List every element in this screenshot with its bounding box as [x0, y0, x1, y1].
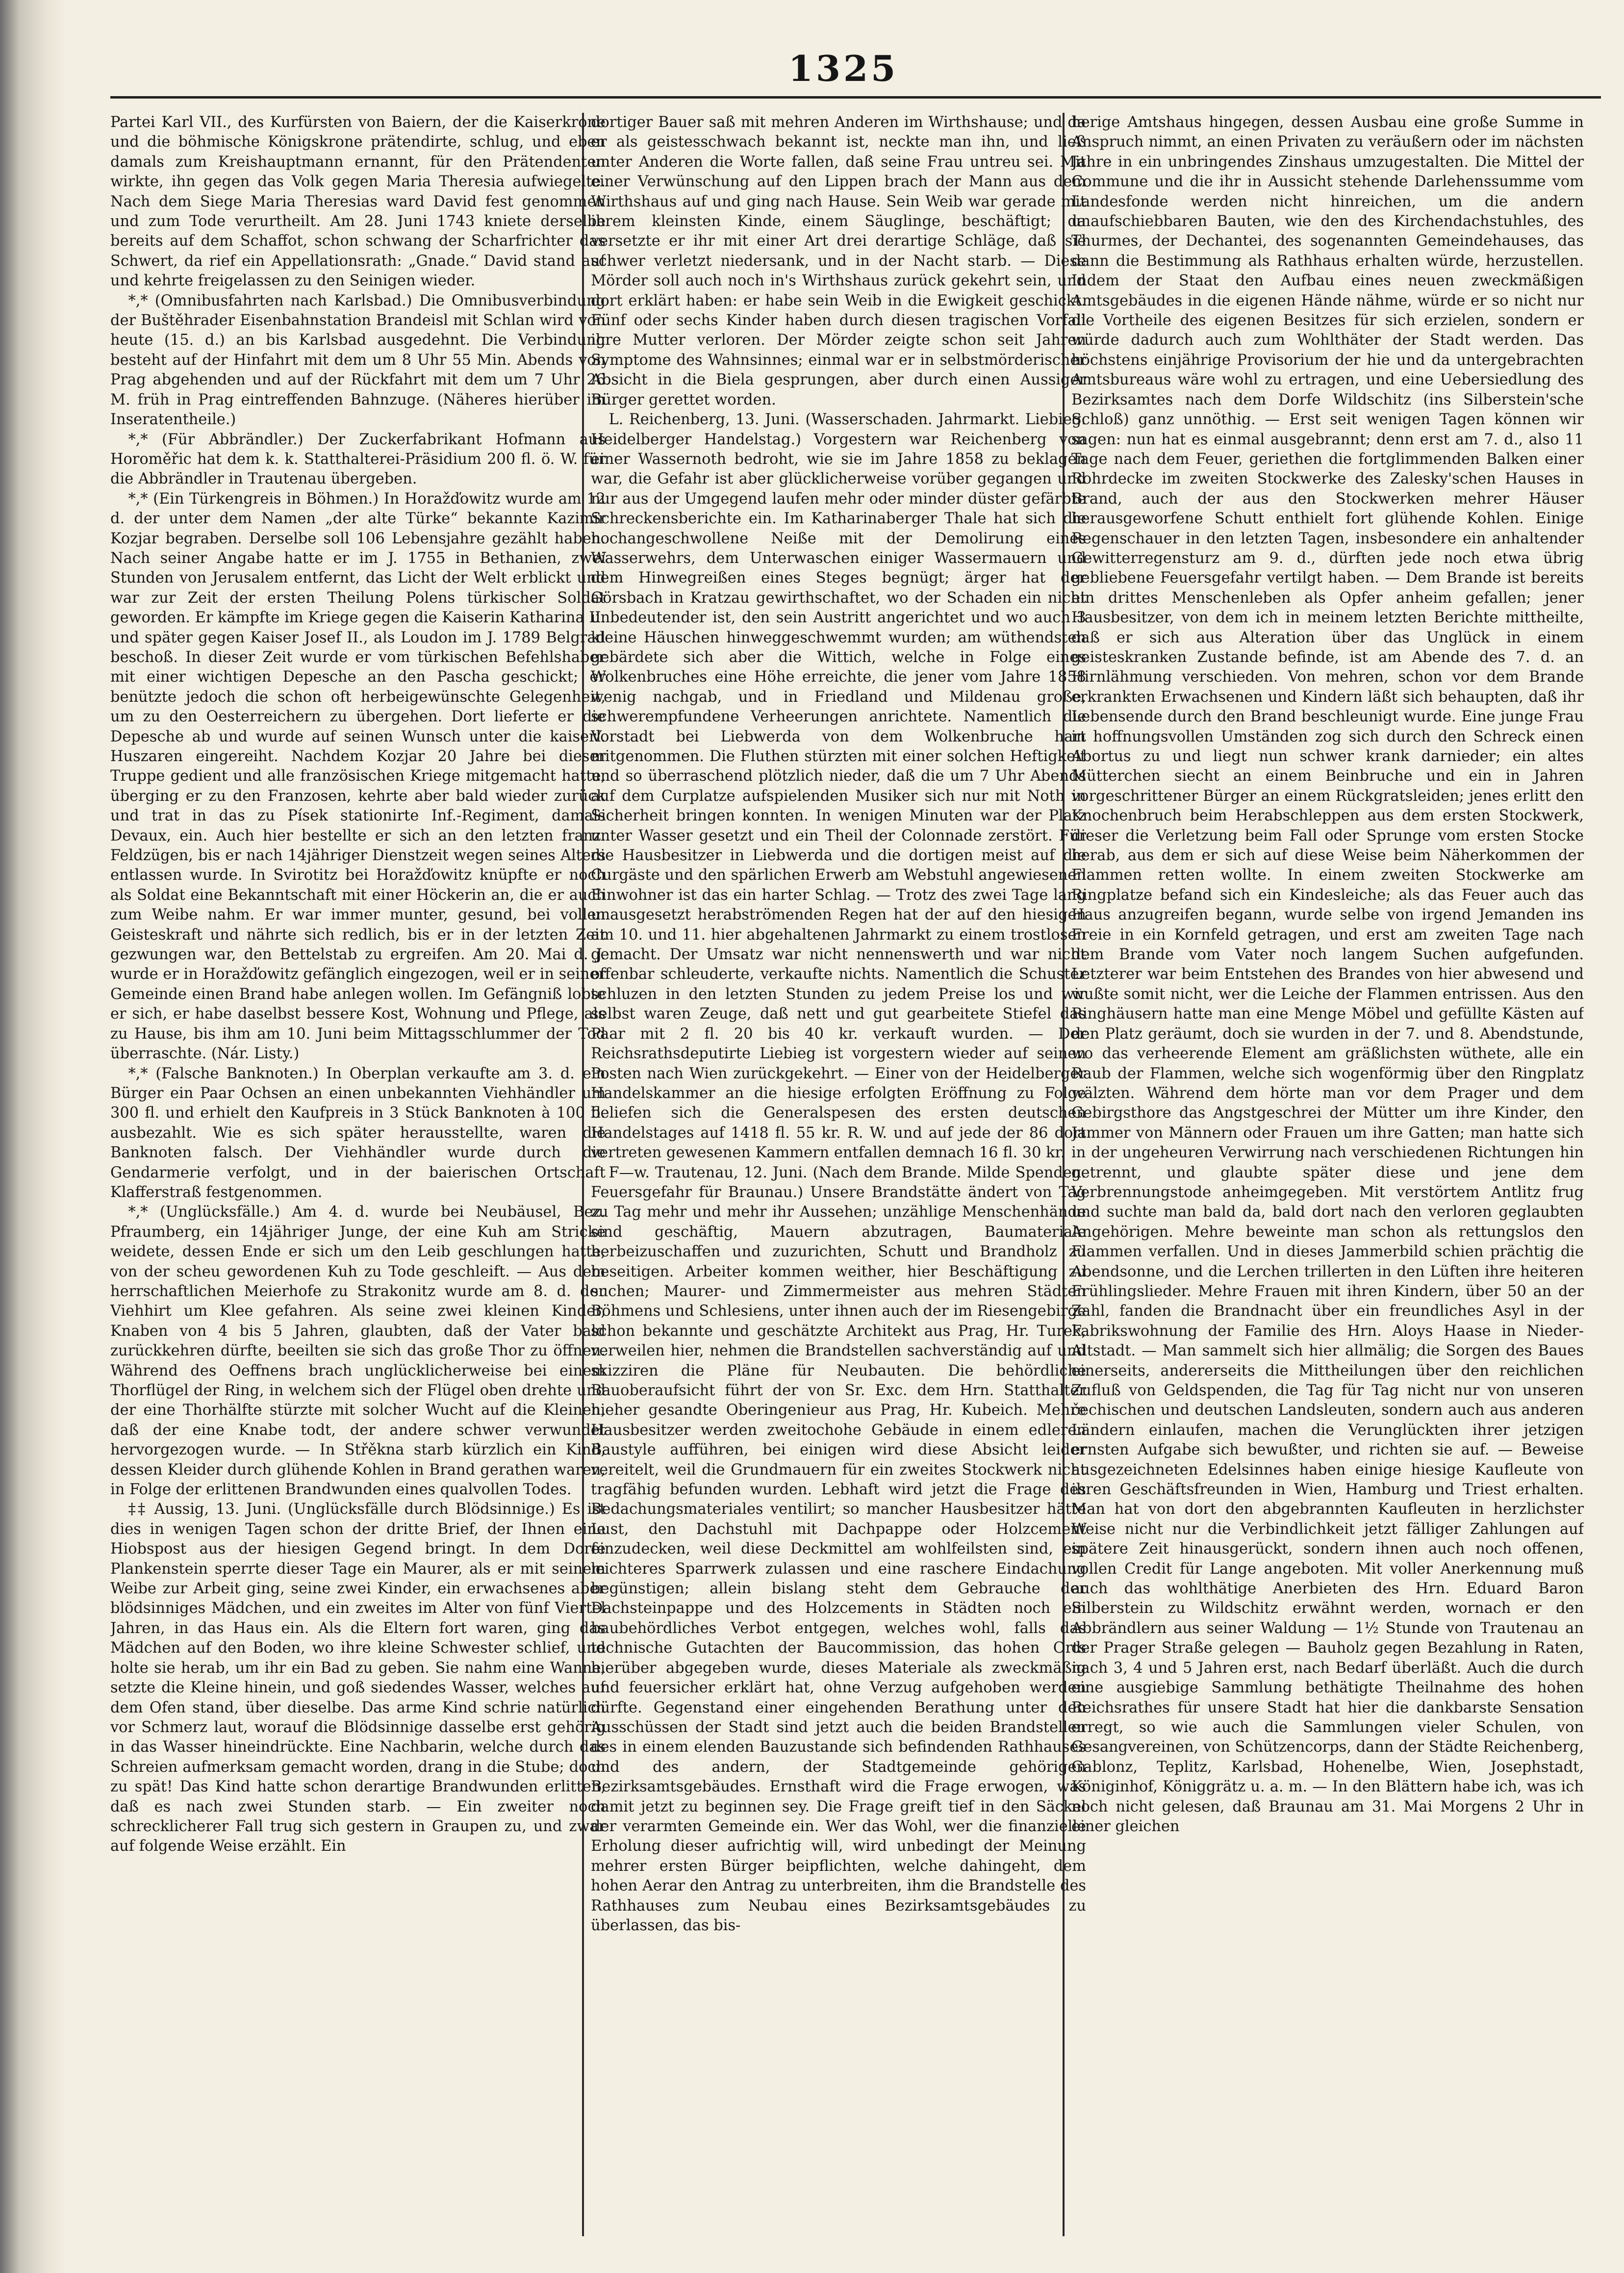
- header-rule: [110, 96, 1601, 99]
- article-reichenberg: L. Reichenberg, 13. Juni. (Wasserschaden. Jahrmarkt. Liebieg. Heidelberger Handelstag.) Vorgestern war Reichenberg von einer Wassernoth bedroht, wie sie im Jahre 1858 zu beklagen war, die Gefahr ist aber glücklicherweise vorüber gegangen und nur aus der Umgegend laufen mehr oder minder düster gefärbte Schreckensberichte ein. Im Katharinaberger Thale hat sich die hochangeschwollene Neiße mit der Demolirung eines Wasserwehrs, dem Unterwaschen einiger Wassermauern und dem Hinwegreißen eines Steges begnügt; ärger hat der Görsbach in Kratzau gewirthschaftet, wo der Schaden ein nicht unbedeutender ist, den sein Austritt angerichtet und wo auch 3 kleine Häuschen hinweggeschwemmt wurden; am wüthendsten gebärdete sich aber die Wittich, welche in Folge eines Wolkenbruches eine Höhe erreichte, die jener vom Jahre 1858 wenig nachgab, und in Friedland und Mildenau große, schwerempfundene Verheerungen anrichtete. Namentlich die Vorstadt bei Liebwerda von dem Wolkenbruche hart mitgenommen. Die Fluthen stürzten mit einer solchen Heftigkeit und so überraschend plötzlich nieder, daß die um 7 Uhr Abends auf dem Curplatze aufspielenden Musiker sich nur mit Noth in Sicherheit bringen konnten. In wenigen Minuten war der Platz unter Wasser gesetzt und ein Theil der Colonnade zerstört. Für die Hausbesitzer in Liebwerda und die dortigen meist auf die Curgäste und den spärlichen Erwerb am Webstuhl angewiesenen Einwohner ist das ein harter Schlag. — Trotz des zwei Tage lang unausgesetzt herabströmenden Regen hat der auf den hiesigen am 10. und 11. hier abgehaltenen Jahrmarkt zu einem trostlosen gemacht. Der Umsatz war nicht nennenswerth und war nicht offenbar schleuderte, verkaufte nichts. Namentlich die Schuster schluzen in den letzten Stunden zu jedem Preise los und wir selbst waren Zeuge, daß nett und gut gearbeitete Stiefel das Paar mit 2 fl. 20 bis 40 kr. verkauft wurden. — Der Reichsrathsdeputirte Liebieg ist vorgestern wieder auf seinen Posten nach Wien zurückgekehrt. — Einer von der Heidelberger Handelskammer an die hiesige erfolgten Eröffnung zu Folge beliefen sich die Generalspesen des ersten deutschen Handelstages auf 1418 fl. 55 kr. R. W. und auf jede der 86 dort vertreten gewesenen Kammern entfallen demnach 16 fl. 30 kr.: [591, 411, 1086, 1162]
- article-aussig: ‡‡ Aussig, 13. Juni. (Unglücksfälle durch Blödsinnige.) Es ist dies in wenigen Tagen schon der dritte Brief, der Ihnen eine Hiobspost aus der hiesigen Gegend bringt. In dem Dorfe Plankenstein sperrte dieser Tage ein Maurer, als er mit seinem Weibe zur Arbeit ging, seine zwei Kinder, ein erwachsenes aber blödsinniges Mädchen, und ein zweites im Alter von fünf Viertel Jahren, in das Haus ein. Als die Eltern fort waren, ging das Mädchen auf den Boden, wo ihre kleine Schwester schlief, und holte sie herab, um ihr ein Bad zu geben. Sie nahm eine Wanne, setzte die Kleine hinein, und goß siedendes Wasser, welches auf dem Ofen stand, über dieselbe. Das arme Kind schrie natürlich vor Schmerz laut, worauf die Blödsinnige dasselbe erst gehörig in das Wasser hineindrückte. Eine Nachbarin, welche durch das Schreien aufmerksam gemacht worden, drang in die Stube; doch zu spät! Das Kind hatte schon derartige Brandwunden erlitten, daß es nach zwei Stunden starb. — Ein zweiter noch schrecklicherer Fall trug sich gestern in Graupen zu, und zwar auf folgende Weise erzählt. Ein: [110, 1501, 606, 1855]
- article-tuerkengreis: *,* (Ein Türkengreis in Böhmen.) In Horažďowitz wurde am 12 d. der unter dem Namen „der alte Türke“ bekannte Kazimir Kozjar begraben. Derselbe soll 106 Lebensjahre gezählt haben. Nach seiner Angabe hatte er im J. 1755 in Bethanien, zwei Stunden von Jerusalem entfernt, das Licht der Welt erblickt und war zur Zeit der ersten Theilung Polens türkischer Soldat geworden. Er kämpfte im Kriege gegen die Kaiserin Katharina II. und später gegen Kaiser Josef II., als Loudon im J. 1789 Belgrad beschoß. In dieser Zeit wurde er vom türkischen Befehlshaber mit einer wichtigen Depesche an den Pascha geschickt; er benützte jedoch die schon oft herbeigewünschte Gelegenheit, um zu den Oesterreichern zu übergehen. Dort lieferte er die Depesche ab und wurde auf seinen Wunsch unter die kaiserl. Huszaren eingereiht. Nachdem Kozjar 20 Jahre bei dieser Truppe gedient und alle französischen Kriege mitgemacht hatte, überging er zu den Franzosen, kehrte aber bald wieder zurück und trat in das zu Písek stationirte Inf.-Regiment, damals Devaux, ein. Auch hier bestellte er sich an den letzten franz. Feldzügen, bis er nach 14jähriger Dienstzeit wegen seines Alters entlassen wurde. In Svirotitz bei Horažďowitz knüpfte er noch als Soldat eine Bekanntschaft mit einer Höckerin an, die er auch zum Weibe nahm. Er war immer munter, gesund, bei vollen Geisteskraft und nährte sich redlich, bis er in der letzten Zeit gezwungen war, den Bettelstab zu ergreifen. Am 20. Mai d. J. wurde er in Horažďowitz gefänglich eingezogen, weil er in seiner Gemeinde einen Brand habe anlegen wollen. Im Gefängniß lobte er sich, er habe daselbst bessere Kost, Wohnung und Pflege, als zu Hause, bis ihm am 10. Juni beim Mittagsschlummer der Tod überraschte. (Nár. Listy.): [110, 490, 606, 1063]
- article-abbraendler: *,* (Für Abbrändler.) Der Zuckerfabrikant Hofmann aus Horoměřic hat dem k. k. Statthalterei-Präsidium 200 fl. ö. W. für die Abbrändler in Trautenau übergeben.: [110, 431, 606, 488]
- article-omnibus: *,* (Omnibusfahrten nach Karlsbad.) Die Omnibusverbindung der Buštěhrader Eisenbahnstation Brandeisl mit Schlan wird von heute (15. d.) an bis Karlsbad ausgedehnt. Die Verbindung besteht auf der Hinfahrt mit dem um 8 Uhr 55 Min. Abends von Prag abgehenden und auf der Rückfahrt mit dem um 7 Uhr 26 M. früh in Prag eintreffenden Bahnzuge. (Näheres hierüber im Inseratentheile.): [110, 292, 606, 429]
- article-paragraph: dortiger Bauer saß mit mehren Anderen im Wirthshause; und da er als geistesschwach bekannt ist, neckte man ihn, und ließ unter Anderen die Worte fallen, daß seine Frau untreu sei. Mit einer Verwünschung auf den Lippen brach der Mann aus dem Wirthshaus auf und ging nach Hause. Sein Weib war gerade mit ihrem kleinsten Kinde, einem Säuglinge, beschäftigt; da versetzte er ihr mit einer Art drei derartige Schläge, daß sie schwer verletzt niedersank, und in der Nacht starb. — Diese Mörder soll auch noch in's Wirthshaus zurück gekehrt sein, und dort erklärt haben: er habe sein Weib in die Ewigkeit geschickt. Fünf oder sechs Kinder haben durch diesen tragischen Vorfall ihre Mutter verloren. Der Mörder zeigte schon seit Jahren Symptome des Wahnsinnes; einmal war er in selbstmörderischer Absicht in die Biela gesprungen, aber durch einen Aussiger Bürger gerettet worden.: [591, 114, 1086, 409]
- column-1: [110, 113, 606, 2236]
- scan-left-margin: [0, 0, 64, 2273]
- article-trautenau: F—w. Trautenau, 12. Juni. (Nach dem Brande. Milde Spenden. Feuersgefahr für Braunau.) Unsere Brandstätte ändert von Tag zu Tag mehr und mehr ihr Aussehen; unzählige Menschenhände sind geschäftig, Mauern abzutragen, Baumateriale herbeizuschaffen und zuzurichten, Schutt und Brandholz zu beseitigen. Arbeiter kommen weither, hier Beschäftigung zu suchen; Maurer- und Zimmermeister aus mehren Städten Böhmens und Schlesiens, unter ihnen auch der im Riesengebirge schon bekannte und geschätzte Architekt aus Prag, Hr. Turek, verweilen hier, nehmen die Brandstellen sachverständig auf und skizziren die Pläne für Neubauten. Die behördliche Bauoberaufsicht führt der von Sr. Exc. dem Hrn. Statthalter hieher gesandte Oberingenieur aus Prag, Hr. Kubeich. Mehre Hausbesitzer werden zweitochohe Gebäude in einem edleren Baustyle aufführen, bei einigen wird diese Absicht leider vereitelt, weil die Grundmauern für ein zweites Stockwerk nicht tragfähig befunden wurden. Lebhaft wird jetzt die Frage des Bedachungsmateriales ventilirt; so mancher Hausbesitzer hätte Lust, den Dachstuhl mit Dachpappe oder Holzcement einzudecken, weil diese Deckmittel am wohlfeilsten sind, ein leichteres Sparrwerk zulassen und eine raschere Eindachung begünstigen; allein bislang steht dem Gebrauche der Dachsteinpappe und des Holzcements in Städten noch ein baubehördliches Verbot entgegen, welches wohl, falls das technische Gutachten der Baucommission, das hohen Orts hierüber abgegeben wurde, dieses Materiale als zweckmäßig und feuersicher erklärt hat, ohne Verzug aufgehoben werden dürfte. Gegenstand einer eingehenden Berathung unter den Ausschüssen der Stadt sind jetzt auch die beiden Brandstellen des in einem elenden Bauzustande sich befindenden Rathhauses und des andern, der Stadtgemeinde gehörigen Bezirksamtsgebäudes. Ernsthaft wird die Frage erwogen, was damit jetzt zu beginnen sey. Die Frage greift tief in den Säckel der verarmten Gemeinde ein. Wer das Wohl, wer die finanzielle Erholung dieser aufrichtig will, wird unbedingt der Meinung mehrer ersten Bürger beipflichten, welche dahingeht, dem hohen Aerar den Antrag zu unterbreiten, ihm die Brandstelle des Rathhauses zum Neubau eines Bezirksamtsgebäudes zu überlassen, das bis-: [591, 1164, 1086, 1934]
- article-banknoten: *,* (Falsche Banknoten.) In Oberplan verkaufte am 3. d. ein Bürger ein Paar Ochsen an einen unbekannten Viehhändler um 300 fl. und erhielt den Kaufpreis in 3 Stück Banknoten à 100 fl. ausbezahlt. Wie es sich später herausstellte, waren die Banknoten falsch. Der Viehhändler wurde durch die Gendarmerie verfolgt, und in der baierischen Ortschaft Klafferstraß festgenommen.: [110, 1065, 606, 1201]
- article-paragraph: Partei Karl VII., des Kurfürsten von Baiern, der die Kaiserkrone und die böhmische Königskrone prätendirte, schlug, und eben damals zum Kreishauptmann ernannt, für den Prätendenten wirkte, ihn gegen das Volk gegen Maria Theresia aufwiegelte. Nach dem Siege Maria Theresias ward David fest genommen und zum Tode verurtheilt. Am 28. Juni 1743 kniete derselbe bereits auf dem Schaffot, schon schwang der Scharfrichter das Schwert, da rief ein Appellationsrath: „Gnade.“ David stand auf und kehrte freigelassen zu den Seinigen wieder.: [110, 114, 606, 290]
- article-paragraph: herige Amtshaus hingegen, dessen Ausbau eine große Summe in Anspruch nimmt, an einen Privaten zu veräußern oder im nächsten Jahre in ein unbringendes Zinshaus umzugestalten. Die Mittel der Commune und die ihr in Aussicht stehende Darlehenssumme vom Landesfonde werden nicht hinreichen, um die andern unaufschiebbaren Bauten, wie den des Kirchendachstuhles, des Thurmes, der Dechantei, des sogenannten Gemeindehauses, das dann die Bestimmung als Rathhaus erhalten würde, herzustellen. Indem der Staat den Aufbau eines neuen zweckmäßigen Amtsgebäudes in die eigenen Hände nähme, würde er so nicht nur die Vortheile des eigenen Besitzes für sich erzielen, sondern er würde dadurch auch zum Wohlthäter der Stadt werden. Das höchstens einjährige Provisorium der hie und da untergebrachten Amtsbureaus wäre wohl zu ertragen, und eine Uebersiedlung des Bezirksamtes nach dem Dorfe Wildschitz (ins Silberstein'sche Schloß) ganz unnöthig. — Erst seit wenigen Tagen können wir sagen: nun hat es einmal ausgebrannt; denn erst am 7. d., also 11 Tage nach dem Feuer, geriethen die fortglimmenden Balken einer Rohrdecke im zweiten Stockwerke des Zalesky'schen Hauses in Brand, auch der aus den Stockwerken mehrer Häuser herausgeworfene Schutt enthielt fort glühende Kohlen. Einige Regenschauer in den letzten Tagen, insbesondere ein anhaltender Gewitterregensturz am 9. d., dürften jede noch etwa übrig gebliebene Feuersgefahr vertilgt haben. — Dem Brande ist bereits ein drittes Menschenleben als Opfer anheim gefallen; jener Hausbesitzer, von dem ich in meinem letzten Berichte mittheilte, daß er sich aus Alteration über das Unglück in einem geisteskranken Zustande befinde, ist am Abende des 7. d. an Hirnlähmung verschieden. Von mehren, schon vor dem Brande erkrankten Erwachsenen und Kindern läßt sich behaupten, daß ihr Lebensende durch den Brand beschleunigt wurde. Eine junge Frau in hoffnungsvollen Umständen zog sich durch den Schreck einen Abortus zu und liegt nun schwer krank darnieder; ein altes Mütterchen siecht an einem Beinbruche und ein in Jahren vorgeschrittener Bürger an einem Rückgratsleiden; jenes erlitt den Knochenbruch beim Herabschleppen aus dem ersten Stockwerk, dieser die Verletzung beim Fall oder Sprunge vom ersten Stocke herab, aus dem er sich auf diese Weise beim Näherkommen der Flammen retten wollte. In einem zweiten Stockwerke am Ringplatze befand sich ein Kindesleiche; als das Feuer auch das Haus anzugreifen begann, wurde selbe von irgend Jemanden ins Freie in ein Kornfeld getragen, und erst am zweiten Tage nach dem Brande vom Vater noch langem Suchen aufgefunden. Letzterer war beim Entstehen des Brandes von hier abwesend und wußte somit nicht, wer die Leiche der Flammen entrissen. Aus den Ringhäusern hatte man eine Menge Möbel und gefüllte Kästen auf den Platz geräumt, doch sie wurden in der 7. und 8. Abendstunde, wo das verheerende Element am gräßlichsten wüthete, alle ein Raub der Flammen, welche sich wogenförmig über den Ringplatz wälzten. Während dem hörte man vor dem Prager und dem Gebirgsthore das Angstgeschrei der Mütter um ihre Kinder, den Jammer von Männern oder Frauen um ihre Gatten; man hatte sich in der ungeheuren Verwirrung nach verschiedenen Richtungen hin getrennt, und glaubte später diese und jene dem Verbrennungstode anheimgegeben. Mit verstörtem Antlitz frug und suchte man bald da, bald dort nach den verloren geglaubten Angehörigen. Mehre beweinte man schon als rettungslos den Flammen verfallen. Und in dieses Jammerbild schien prächtig die Abendsonne, und die Lerchen trillerten in den Lüften ihre heiteren Frühlingslieder. Mehre Frauen mit ihren Kindern, über 50 an der Zahl, fanden die Brandnacht über ein freundliches Asyl in der Fabrikswohnung der Familie des Hrn. Aloys Haase in Nieder-Altstadt. — Man sammelt sich hier allmälig; die Sorgen des Baues einerseits, andererseits die Mittheilungen über den reichlichen Zufluß von Geldspenden, die Tag für Tag nicht nur von unseren čechischen und deutschen Landsleuten, sondern auch aus anderen Ländern einlaufen, machen die Verunglückten ihrer jetzigen ernsten Aufgabe sich bewußter, und richten sie auf. — Beweise ausgezeichneten Edelsinnes haben einige hiesige Kaufleute von ihren Geschäftsfreunden in Wien, Hamburg und Triest erhalten. Man hat von dort den abgebrannten Kaufleuten in herzlichster Weise nicht nur die Verbindlichkeit jetzt fälliger Zahlungen auf spätere Zeit hinausgerückt, sondern ihnen auch noch offenen, vollen Credit für Lange angeboten. Mit voller Anerkennung muß auch das wohlthätige Anerbieten des Hrn. Eduard Baron Silberstein zu Wildschitz erwähnt werden, wornach er den Abbrändlern aus seiner Waldung — 1½ Stunde von Trautenau an der Prager Straße gelegen — Bauholz gegen Bezahlung in Raten, nach 3, 4 und 5 Jahren erst, nach Bedarf überläßt. Auch die durch eine ausgiebige Sammlung bethätigte Theilnahme des hohen Reichsrathes für unsere Stadt hat hier die dankbarste Sensation erregt, so wie auch die Sammlungen vieler Schulen, von Gesangvereinen, von Schützencorps, dann der Städte Reichenberg, Gablonz, Teplitz, Karlsbad, Hohenelbe, Wien, Josephstadt, Königinhof, Königgrätz u. a. m. — In den Blättern habe ich, was ich noch nicht gelesen, daß Braunau am 31. Mai Morgens 2 Uhr in einer gleichen: [1071, 114, 1584, 1835]
- newspaper-page: [64, 0, 1624, 2273]
- page-number: 1325: [788, 48, 899, 89]
- article-ungluecksfaelle: *,* (Unglücksfälle.) Am 4. d. wurde bei Neubäusel, Bez. Pfraumberg, ein 14jähriger Junge, der eine Kuh am Stricke weidete, dessen Ende er sich um den Leib geschlungen hatte, von der scheu gewordenen Kuh zu Tode geschleift. — Aus dem herrschaftlichen Meierhofe zu Strakonitz wurde am 8. d. der Viehhirt um Klee gefahren. Als seine zwei kleinen Kinder, Knaben von 4 bis 5 Jahren, glaubten, daß der Vater bald zurückkehren dürfte, beeilten sie sich das große Thor zu öffnen. Während des Oeffnens brach unglücklicherweise bei einem Thorflügel der Ring, in welchem sich der Flügel oben drehte und der eine Thorhälfte stürzte mit solcher Wucht auf die Kleinen, daß der eine Knabe todt, der andere schwer verwundet hervorgezogen wurde. — In Střěkna starb kürzlich ein Kind, dessen Kleider durch glühende Kohlen in Brand gerathen waren, in Folge der erlittenen Brandwunden eines qualvollen Todes.: [110, 1203, 606, 1499]
- column-3: [1071, 113, 1584, 2236]
- column-2: [591, 113, 1086, 2236]
